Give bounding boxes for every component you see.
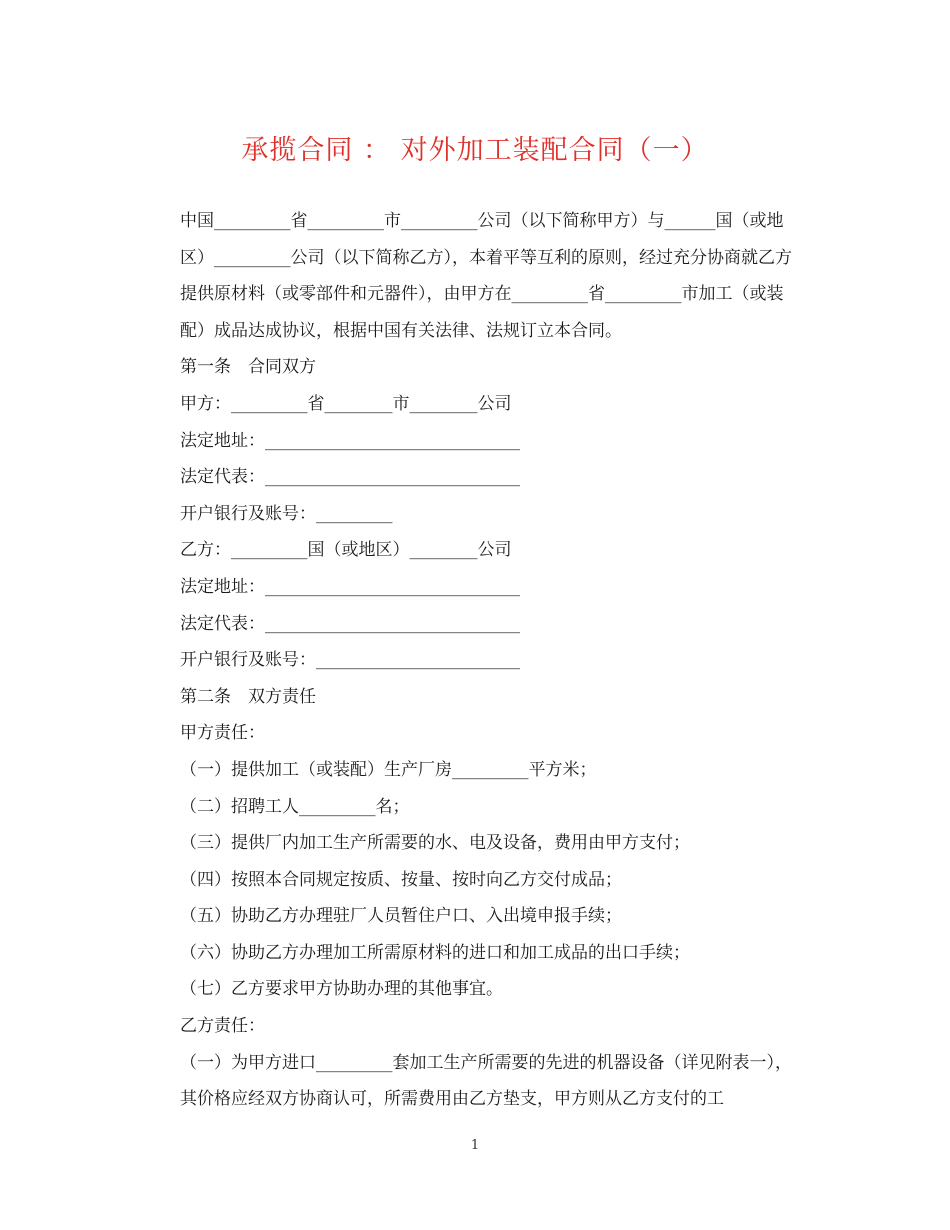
party-b-representative: 法定代表：______________________________ xyxy=(180,613,520,634)
list-item: （六）协助乙方办理加工所需原材料的进口和加工成品的出口手续； xyxy=(180,942,690,963)
party-a-line: 甲方：_________省________市________公司 xyxy=(180,393,512,414)
party-a-duties-heading: 甲方责任： xyxy=(180,723,265,744)
party-b-address: 法定地址：______________________________ xyxy=(180,576,520,597)
list-item: （二）招聘工人_________名； xyxy=(180,796,410,817)
party-a-address: 法定地址：______________________________ xyxy=(180,430,520,451)
party-b-duties-heading: 乙方责任： xyxy=(180,1016,265,1037)
party-b-line: 乙方：_________国（或地区）________公司 xyxy=(180,540,512,561)
document-title: 承揽合同 ： 对外加工装配合同（一） xyxy=(241,135,709,166)
list-item: （三）提供厂内加工生产所需要的水、电及设备，费用由甲方支付； xyxy=(180,833,690,854)
list-item: （四）按照本合同规定按质、按量、按时向乙方交付成品； xyxy=(180,869,622,890)
list-item: （七）乙方要求甲方协助办理的其他事宜。 xyxy=(180,979,503,1000)
preamble-paragraph: 中国_________省_________市_________公司（以下简称甲方）与______国（或地区）_________公司（以下简称乙方），本着平等互利的原则，经过充分协商就乙方提供原材料（或零部件和元器件），由甲方在_________省_________市加工（或装配）成品达成协议，根据中国有关法律、法规订立本合同。 xyxy=(180,211,792,341)
party-b-bank: 开户银行及账号：________________________ xyxy=(180,650,520,671)
list-item: （一）为甲方进口_________套加工生产所需要的先进的机器设备（详见附表一），其价格应经双方协商认可，所需费用由乙方垫支，甲方则从乙方支付的工 xyxy=(180,1052,792,1110)
party-a-bank: 开户银行及账号：_________ xyxy=(180,503,393,524)
article-heading: 第一条 合同双方 xyxy=(180,357,316,378)
contract-body xyxy=(143,203,808,1118)
page-number: 1 xyxy=(470,1138,480,1153)
party-a-representative: 法定代表：______________________________ xyxy=(180,467,520,488)
list-item: （五）协助乙方办理驻厂人员暂住户口、入出境申报手续； xyxy=(180,906,622,927)
article-heading: 第二条 双方责任 xyxy=(180,686,316,707)
list-item: （一）提供加工（或装配）生产厂房_________平方米； xyxy=(180,759,597,780)
